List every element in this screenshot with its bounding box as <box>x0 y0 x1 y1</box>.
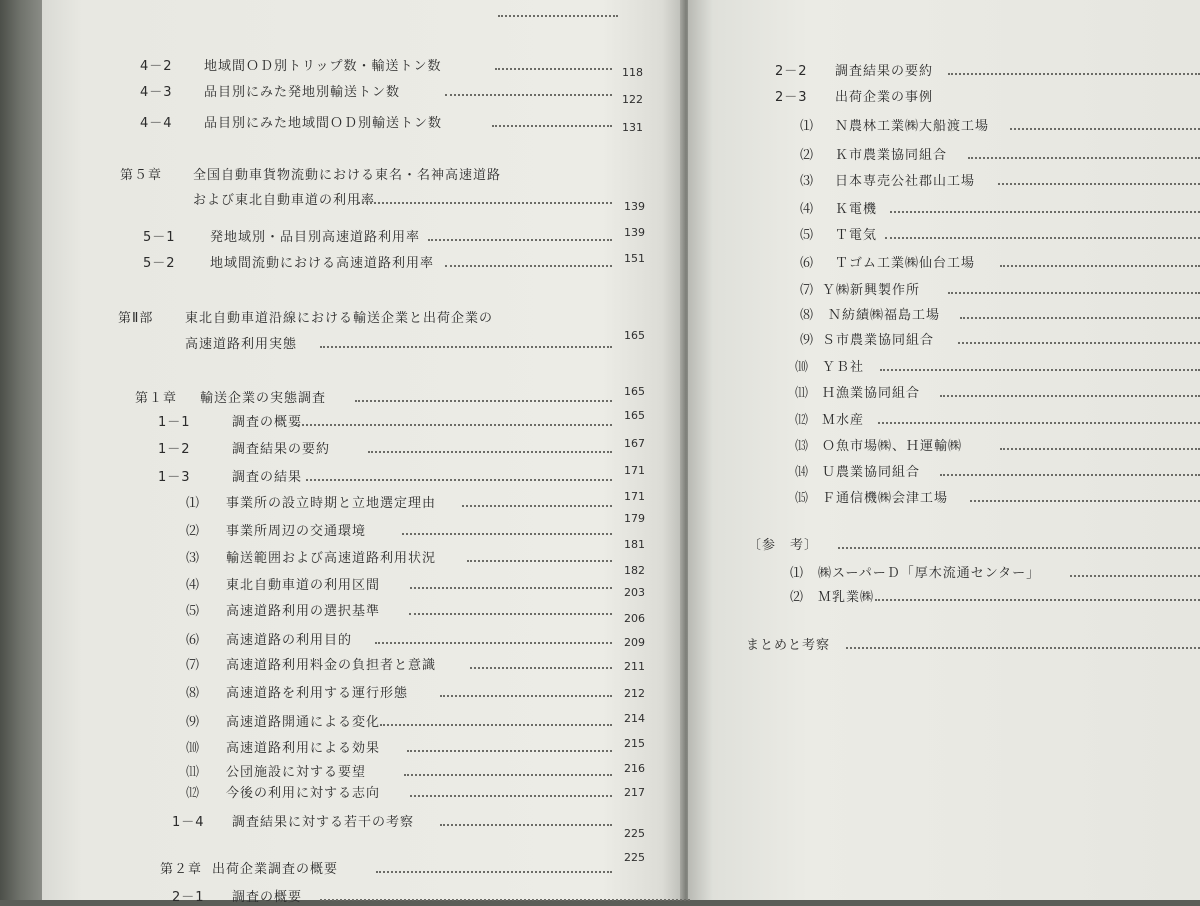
toc-entry-title[interactable]: Ｏ魚市場㈱、Ｈ運輸㈱ <box>822 438 963 454</box>
toc-leader-dots <box>838 547 1200 549</box>
toc-entry-title[interactable]: Ｎ農林工業㈱大船渡工場 <box>835 118 990 134</box>
toc-leader-dots <box>846 647 1200 649</box>
toc-page-number: 209 <box>624 636 645 649</box>
toc-entry-number: ⑼ <box>800 332 815 348</box>
toc-entry-number: 4－3 <box>140 84 173 100</box>
toc-entry-title[interactable]: 今後の利用に対する志向 <box>226 785 381 801</box>
toc-entry-title[interactable]: 輸送企業の実態調査 <box>200 390 327 406</box>
toc-leader-dots <box>410 795 612 797</box>
toc-entry-title[interactable]: 高速道路利用料金の負担者と意識 <box>226 657 437 673</box>
toc-entry-title[interactable]: 調査の概要 <box>232 889 303 905</box>
toc-entry-title[interactable]: 東北自動車道沿線における輸送企業と出荷企業の <box>185 310 494 326</box>
toc-entry-title[interactable]: Ｎ紡績㈱福島工場 <box>828 307 941 323</box>
toc-entry-title[interactable]: 高速道路利用による効果 <box>226 740 381 756</box>
toc-entry-title[interactable]: 品目別にみた地域間ＯＤ別輸送トン数 <box>204 115 443 131</box>
toc-entry-title[interactable]: Ｆ通信機㈱会津工場 <box>822 490 949 506</box>
toc-entry-number: ⑿ <box>186 785 201 801</box>
toc-entry-number: ⑹ <box>186 632 201 648</box>
toc-leader-dots <box>1010 128 1200 130</box>
toc-entry-title[interactable]: 地域間流動における高速道路利用率 <box>210 255 435 271</box>
toc-entry-number: ⑻ <box>800 307 815 323</box>
toc-leader-dots <box>878 422 1200 424</box>
toc-page-number: 151 <box>624 252 645 265</box>
toc-entry-title[interactable]: 品目別にみた発地別輸送トン数 <box>204 84 401 100</box>
toc-entry-title[interactable]: 高速道路を利用する運行形態 <box>226 685 409 701</box>
toc-leader-dots <box>948 292 1200 294</box>
toc-entry-number: ⑸ <box>186 603 201 619</box>
toc-page-number: 203 <box>624 586 645 599</box>
toc-entry-number: ⑴ <box>186 495 201 511</box>
toc-entry-number: ⑵ <box>790 589 805 605</box>
toc-entry-number: 1－4 <box>172 814 205 830</box>
toc-leader-dots <box>355 400 612 402</box>
toc-leader-dots <box>890 211 1200 213</box>
toc-entry-number: ⑸ <box>800 227 815 243</box>
toc-entry-title[interactable]: 公団施設に対する要望 <box>226 764 367 780</box>
toc-leader-dots <box>320 346 612 348</box>
toc-entry-number: ⑷ <box>800 201 815 217</box>
toc-page-number: 122 <box>622 93 643 106</box>
toc-entry-number: 4－4 <box>140 115 173 131</box>
toc-page-number: 212 <box>624 687 645 700</box>
toc-leader-dots <box>375 642 612 644</box>
toc-entry-number: ⑹ <box>800 255 815 271</box>
toc-entry-title[interactable]: Ｋ市農業協同組合 <box>835 147 948 163</box>
toc-leader-dots <box>306 479 612 481</box>
toc-leader-dots <box>358 202 612 204</box>
toc-page-number: 181 <box>624 538 645 551</box>
toc-entry-number: ⑿ <box>795 412 810 428</box>
toc-entry-number: ⑽ <box>186 740 201 756</box>
toc-leader-dots <box>410 587 612 589</box>
toc-leader-dots <box>968 157 1200 159</box>
toc-leader-dots <box>1000 448 1200 450</box>
toc-entry-number: ⑺ <box>800 282 815 298</box>
toc-entry-number: ⑷ <box>186 577 201 593</box>
toc-entry-title-continued[interactable]: および東北自動車道の利用率 <box>193 192 376 208</box>
toc-entry-title[interactable]: まとめと考察 <box>746 637 831 653</box>
toc-leader-dots <box>440 824 612 826</box>
toc-page-number: 131 <box>622 121 643 134</box>
toc-entry-title[interactable]: 調査結果の要約 <box>835 63 934 79</box>
toc-entry-title[interactable]: 高速道路利用の選択基準 <box>226 603 381 619</box>
toc-leader-dots <box>467 560 612 562</box>
toc-leader-dots <box>970 500 1200 502</box>
toc-entry-title[interactable]: Ｔゴム工業㈱仙台工場 <box>835 255 976 271</box>
toc-entry-title[interactable]: 地域間ＯＤ別トリップ数・輸送トン数 <box>204 58 442 74</box>
toc-entry-title[interactable]: 調査結果に対する若干の考察 <box>232 814 415 830</box>
toc-entry-title[interactable]: 東北自動車道の利用区間 <box>226 577 381 593</box>
toc-leader-dots <box>298 424 612 426</box>
toc-leader-dots <box>492 125 612 127</box>
toc-page-number: 165 <box>624 385 645 398</box>
toc-leader-dots <box>470 667 612 669</box>
toc-leader-dots <box>407 750 612 752</box>
toc-page-number: 167 <box>624 437 645 450</box>
toc-leader-dots <box>1070 575 1200 577</box>
toc-page-number: 182 <box>624 564 645 577</box>
toc-leader-dots <box>958 342 1200 344</box>
toc-page-number: 165 <box>624 409 645 422</box>
toc-entry-title[interactable]: 事業所の設立時期と立地選定理由 <box>226 495 437 511</box>
toc-entry-number: ⑽ <box>795 359 810 375</box>
toc-leader-dots <box>376 871 612 873</box>
toc-entry-number: 第５章 <box>120 167 163 183</box>
toc-entry-title[interactable]: 出荷企業の事例 <box>835 89 934 105</box>
toc-leader-dots <box>948 73 1200 75</box>
toc-entry-number: ⑴ <box>790 565 805 581</box>
toc-page-number: 214 <box>624 712 645 725</box>
toc-entry-number: 第２章 <box>160 861 203 877</box>
toc-entry-title[interactable]: 高速道路開通による変化 <box>226 714 381 730</box>
toc-page-number: 171 <box>624 464 645 477</box>
toc-entry-title[interactable]: 全国自動車貨物流動における東名・名神高速道路 <box>193 167 502 183</box>
toc-page-number: 179 <box>624 512 645 525</box>
toc-entry-title[interactable]: Ｔ電気 <box>835 227 878 243</box>
toc-entry-number: ⒂ <box>795 490 810 506</box>
toc-entry-number: ⑺ <box>186 657 201 673</box>
toc-entry-number: 5－2 <box>143 255 176 271</box>
toc-entry-title[interactable]: Ｋ電機 <box>835 201 878 217</box>
toc-leader-dots <box>428 239 612 241</box>
toc-page-number: 139 <box>624 226 645 239</box>
toc-entry-number: ⑻ <box>186 685 201 701</box>
toc-entry-number: ⑵ <box>800 147 815 163</box>
toc-entry-number: 2－3 <box>775 89 808 105</box>
toc-leader-dots <box>445 94 612 96</box>
toc-page-number: 225 <box>624 827 645 840</box>
toc-entry-title[interactable]: 出荷企業調査の概要 <box>212 861 339 877</box>
toc-entry-title[interactable]: Ｍ水産 <box>822 412 865 428</box>
toc-entry-number: 2－2 <box>775 63 808 79</box>
toc-entry-title[interactable]: Ｓ市農業協同組合 <box>822 332 935 348</box>
toc-page-number: 206 <box>624 612 645 625</box>
toc-entry-number: 2－1 <box>172 889 205 905</box>
toc-leader-dots <box>368 451 612 453</box>
toc-entry-title-continued[interactable]: 高速道路利用実態 <box>185 336 298 352</box>
toc-leader-dots <box>960 317 1200 319</box>
toc-entry-number: ⒁ <box>795 464 810 480</box>
toc-leader-dots <box>940 395 1200 397</box>
toc-page-number: 216 <box>624 762 645 775</box>
toc-leader-dots <box>380 724 612 726</box>
toc-leader-dots <box>998 183 1200 185</box>
toc-entry-number: 1－2 <box>158 441 191 457</box>
toc-leader-dots <box>495 68 612 70</box>
toc-page-number: 225 <box>624 851 645 864</box>
toc-entry-number: 第Ⅱ部 <box>118 310 154 326</box>
toc-entry-number: 第１章 <box>135 390 178 406</box>
toc-page-number: 217 <box>624 786 645 799</box>
toc-entry-number: ⑴ <box>800 118 815 134</box>
toc-page-number: 215 <box>624 737 645 750</box>
toc-page-number: 171 <box>624 490 645 503</box>
toc-leader-dots <box>402 533 612 535</box>
toc-leader-dots <box>409 613 612 615</box>
toc-entry-title[interactable]: ㈱スーパーＤ「厚木流通センター」 <box>818 565 1041 581</box>
toc-entry-title[interactable]: 日本専売公社郡山工場 <box>835 173 976 189</box>
toc-leader-dots <box>880 369 1200 371</box>
toc-page-number: 211 <box>624 660 645 673</box>
toc-leader-dots <box>1000 265 1200 267</box>
toc-entry-number: 5－1 <box>143 229 176 245</box>
book-edge <box>0 0 42 900</box>
toc-page-number: 139 <box>624 200 645 213</box>
toc-entry-number: 1－3 <box>158 469 191 485</box>
toc-leader-dots <box>462 505 612 507</box>
toc-entry-title[interactable]: 調査の結果 <box>232 469 303 485</box>
toc-entry-number: 4－2 <box>140 58 173 74</box>
toc-entry-title[interactable]: 輸送範囲および高速道路利用状況 <box>226 550 437 566</box>
toc-leader-dots <box>320 899 690 901</box>
toc-entry-number: ⑼ <box>186 714 201 730</box>
toc-leader-dots <box>940 474 1200 476</box>
toc-entry-title[interactable]: Ｈ漁業協同組合 <box>822 385 921 401</box>
toc-entry-number: ⑶ <box>186 550 201 566</box>
toc-leader-dots <box>404 774 612 776</box>
toc-leader-dots <box>440 695 612 697</box>
toc-entry-title[interactable]: ＹＢ社 <box>822 359 865 375</box>
toc-page-number: 165 <box>624 329 645 342</box>
toc-entry-title[interactable]: 高速道路の利用目的 <box>226 632 353 648</box>
toc-entry-title[interactable]: 発地域別・品目別高速道路利用率 <box>210 229 421 245</box>
toc-page-number: 118 <box>622 66 643 79</box>
toc-entry-number: ⑶ <box>800 173 815 189</box>
toc-entry-title[interactable]: Ｙ㈱新興製作所 <box>822 282 921 298</box>
toc-leader-dots <box>875 599 1200 601</box>
toc-entry-title[interactable]: Ｍ乳業㈱ <box>818 589 875 605</box>
toc-entry-title[interactable]: 〔参 考〕 <box>748 537 819 553</box>
toc-leader-dots <box>885 237 1200 239</box>
toc-entry-title[interactable]: 事業所周辺の交通環境 <box>226 523 367 539</box>
toc-leader-dots <box>498 15 618 17</box>
toc-entry-title[interactable]: 調査結果の要約 <box>232 441 331 457</box>
toc-entry-title[interactable]: 調査の概要 <box>232 414 303 430</box>
toc-entry-number: ⑾ <box>795 385 810 401</box>
toc-leader-dots <box>445 265 612 267</box>
toc-entry-number: 1－1 <box>158 414 191 430</box>
toc-entry-number: ⑵ <box>186 523 201 539</box>
toc-entry-title[interactable]: Ｕ農業協同組合 <box>822 464 921 480</box>
toc-entry-number: ⒀ <box>795 438 810 454</box>
toc-entry-number: ⑾ <box>186 764 201 780</box>
